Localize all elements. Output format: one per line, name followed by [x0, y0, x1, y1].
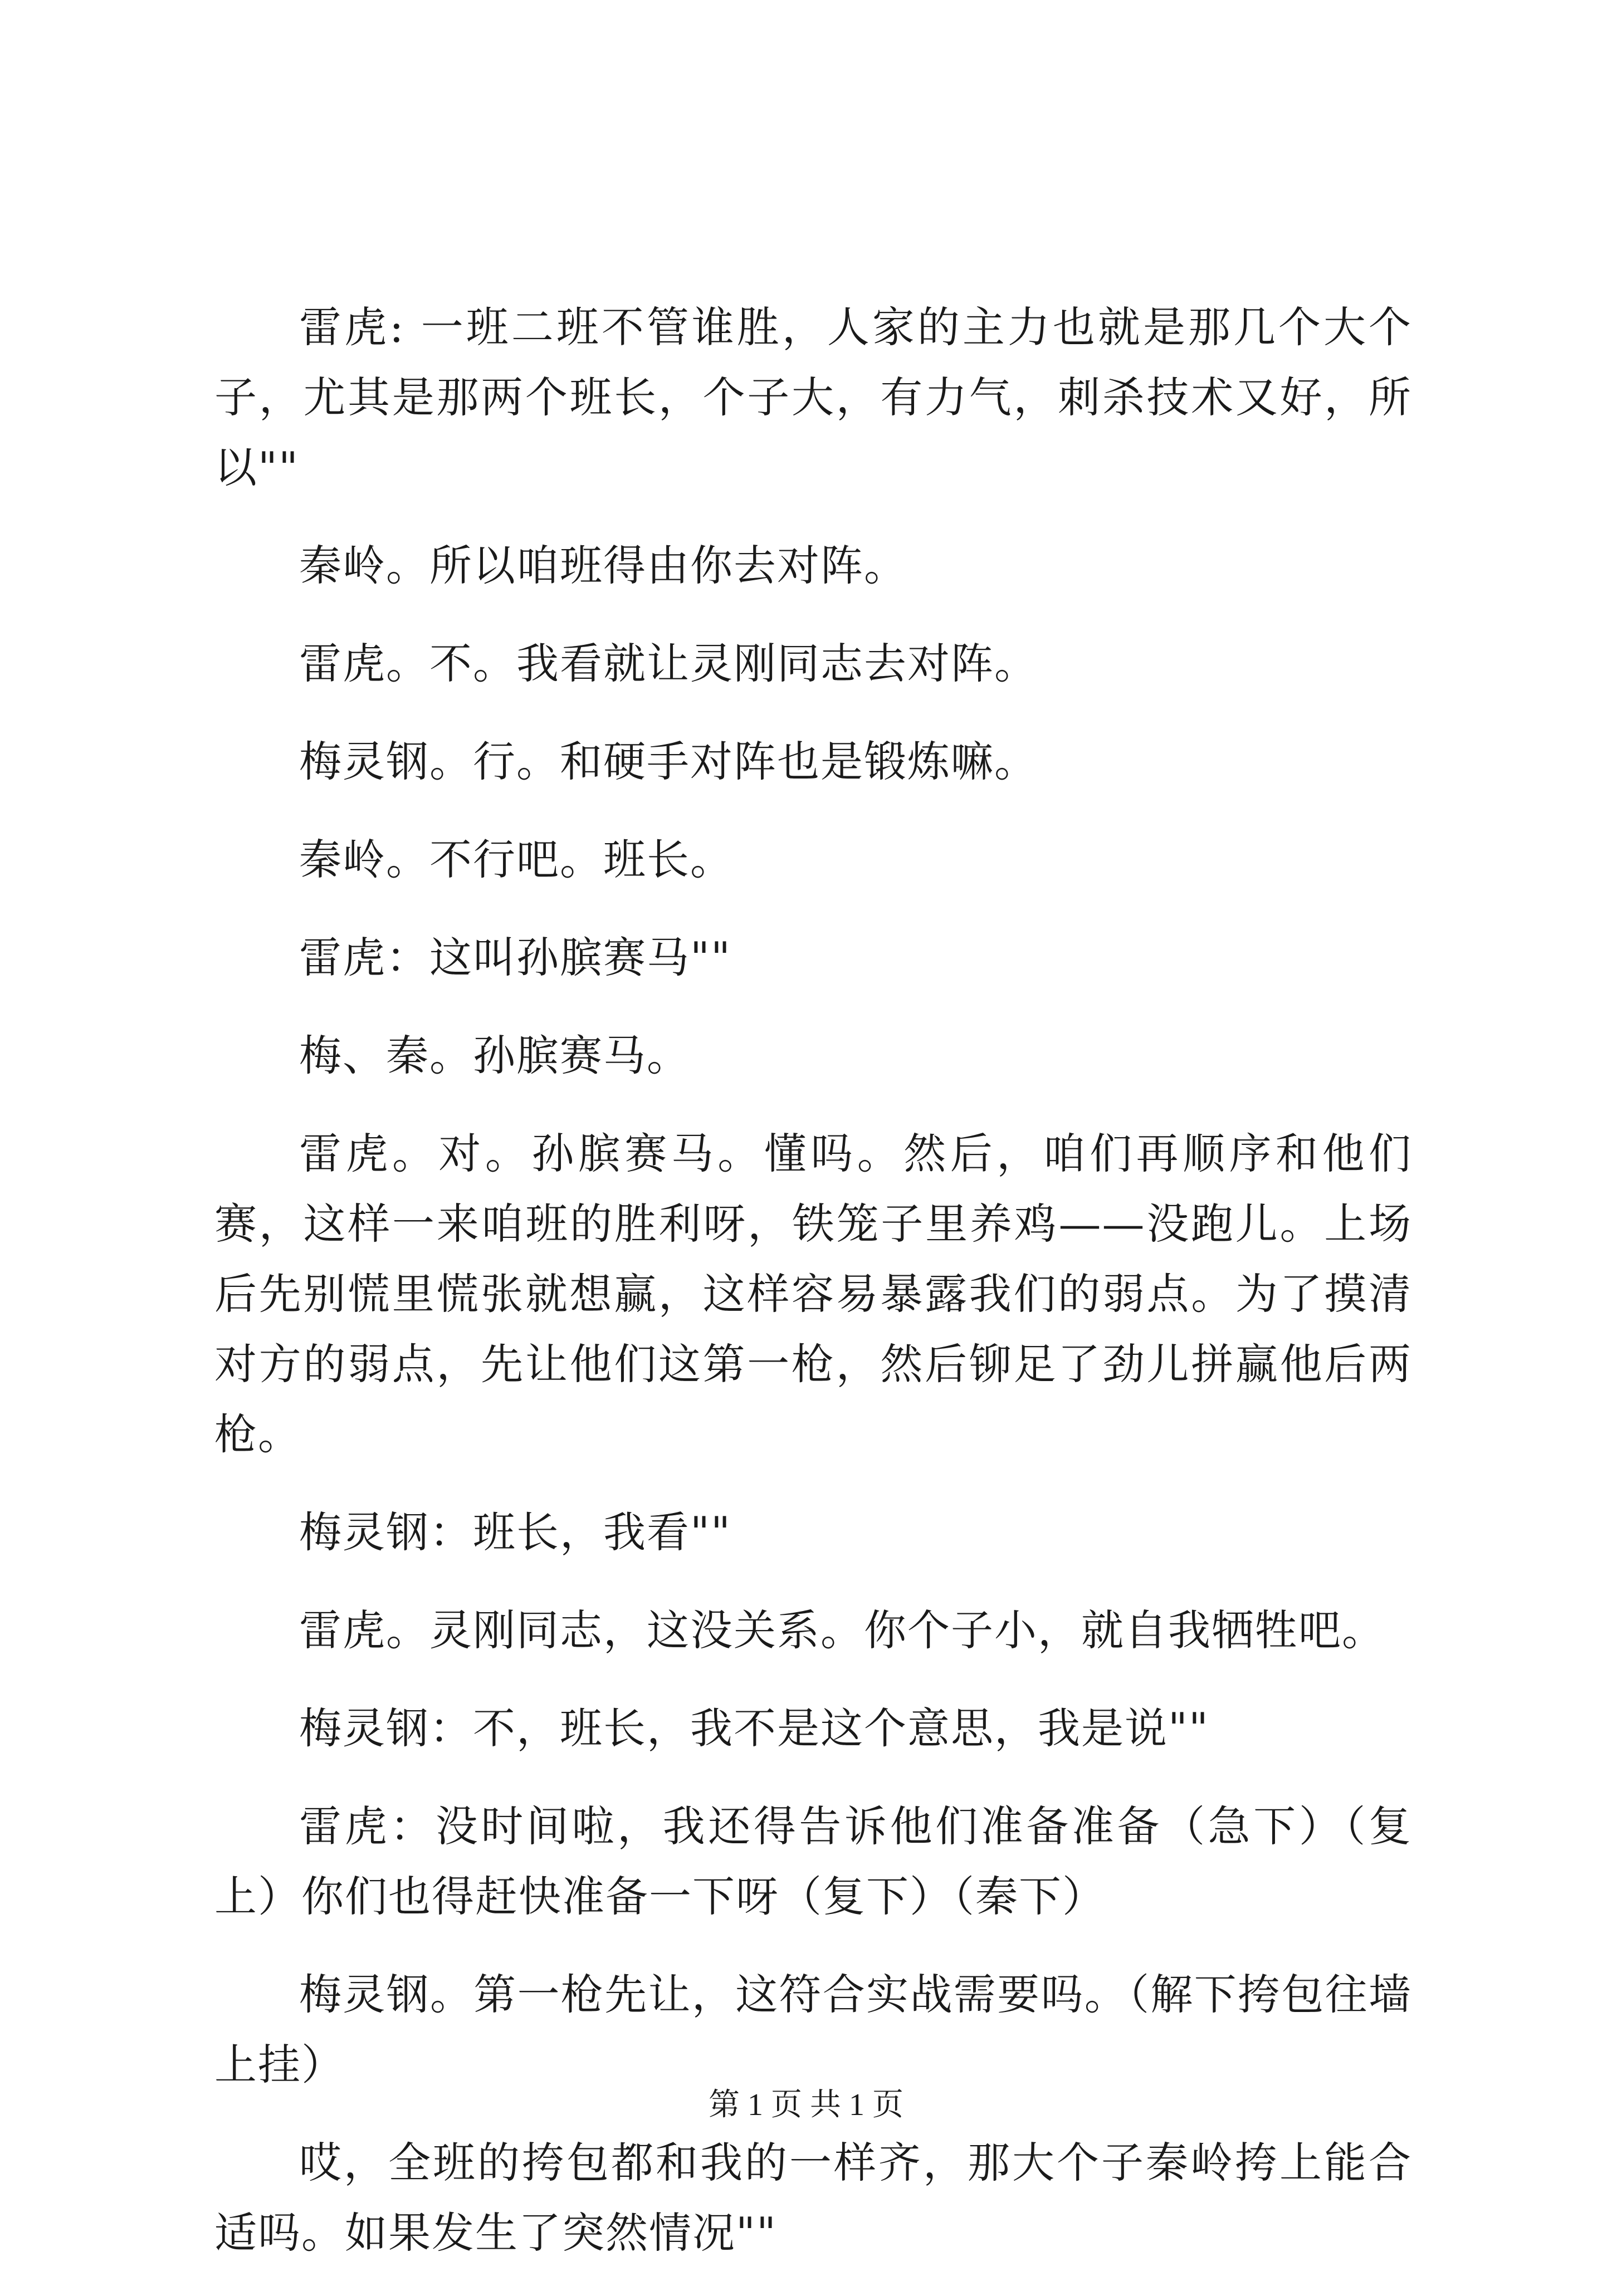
document-body	[214, 292, 1412, 2296]
paragraph-6: 雷虎：这叫孙膑赛马""	[299, 933, 731, 982]
page-footer: 第 1 页 共 1 页	[709, 2088, 903, 2122]
paragraph-5: 秦岭。不行吧。班长。	[299, 835, 734, 884]
paragraph-14: 哎，全班的挎包都和我的一样齐，那大个子秦岭挎上能合适吗。如果发生了突然情况""	[214, 2138, 1412, 2258]
paragraph-12: 雷虎：没时间啦，我还得告诉他们准备准备（急下）（复上）你们也得赶快准备一下呀（复下）（秦下）	[214, 1801, 1412, 1921]
paragraph-2: 秦岭。所以咱班得由你去对阵。	[299, 541, 907, 590]
paragraph-3: 雷虎。不。我看就让灵刚同志去对阵。	[299, 639, 1038, 688]
paragraph-4: 梅灵钢。行。和硬手对阵也是锻炼嘛。	[299, 737, 1038, 786]
paragraph-13: 梅灵钢。第一枪先让，这符合实战需要吗。（解下挎包往墙上挂）	[214, 1970, 1412, 2089]
paragraph-11: 梅灵钢：不，班长，我不是这个意思，我是说""	[299, 1703, 1209, 1753]
paragraph-9: 梅灵钢：班长，我看""	[299, 1507, 731, 1557]
paragraph-1: 雷虎: 一班二班不管谁胜，人家的主力也就是那几个大个子，尤其是那两个班长，个子大，有力气，刺杀技术又好，所以""	[214, 302, 1412, 492]
paragraph-7: 梅、秦。孙膑赛马。	[299, 1031, 690, 1080]
paragraph-10: 雷虎。灵刚同志，这没关系。你个子小，就自我牺牲吧。	[299, 1605, 1385, 1655]
paragraph-8: 雷虎。对。孙膑赛马。懂吗。然后，咱们再顺序和他们赛，这样一来咱班的胜利呀，铁笼子里养鸡——没跑儿。上场后先别慌里慌张就想赢，这样容易暴露我们的弱点。为了摸清对方的弱点，先让他们这第一枪，然后铆足了劲儿拼赢他后两枪。	[214, 1129, 1412, 1459]
